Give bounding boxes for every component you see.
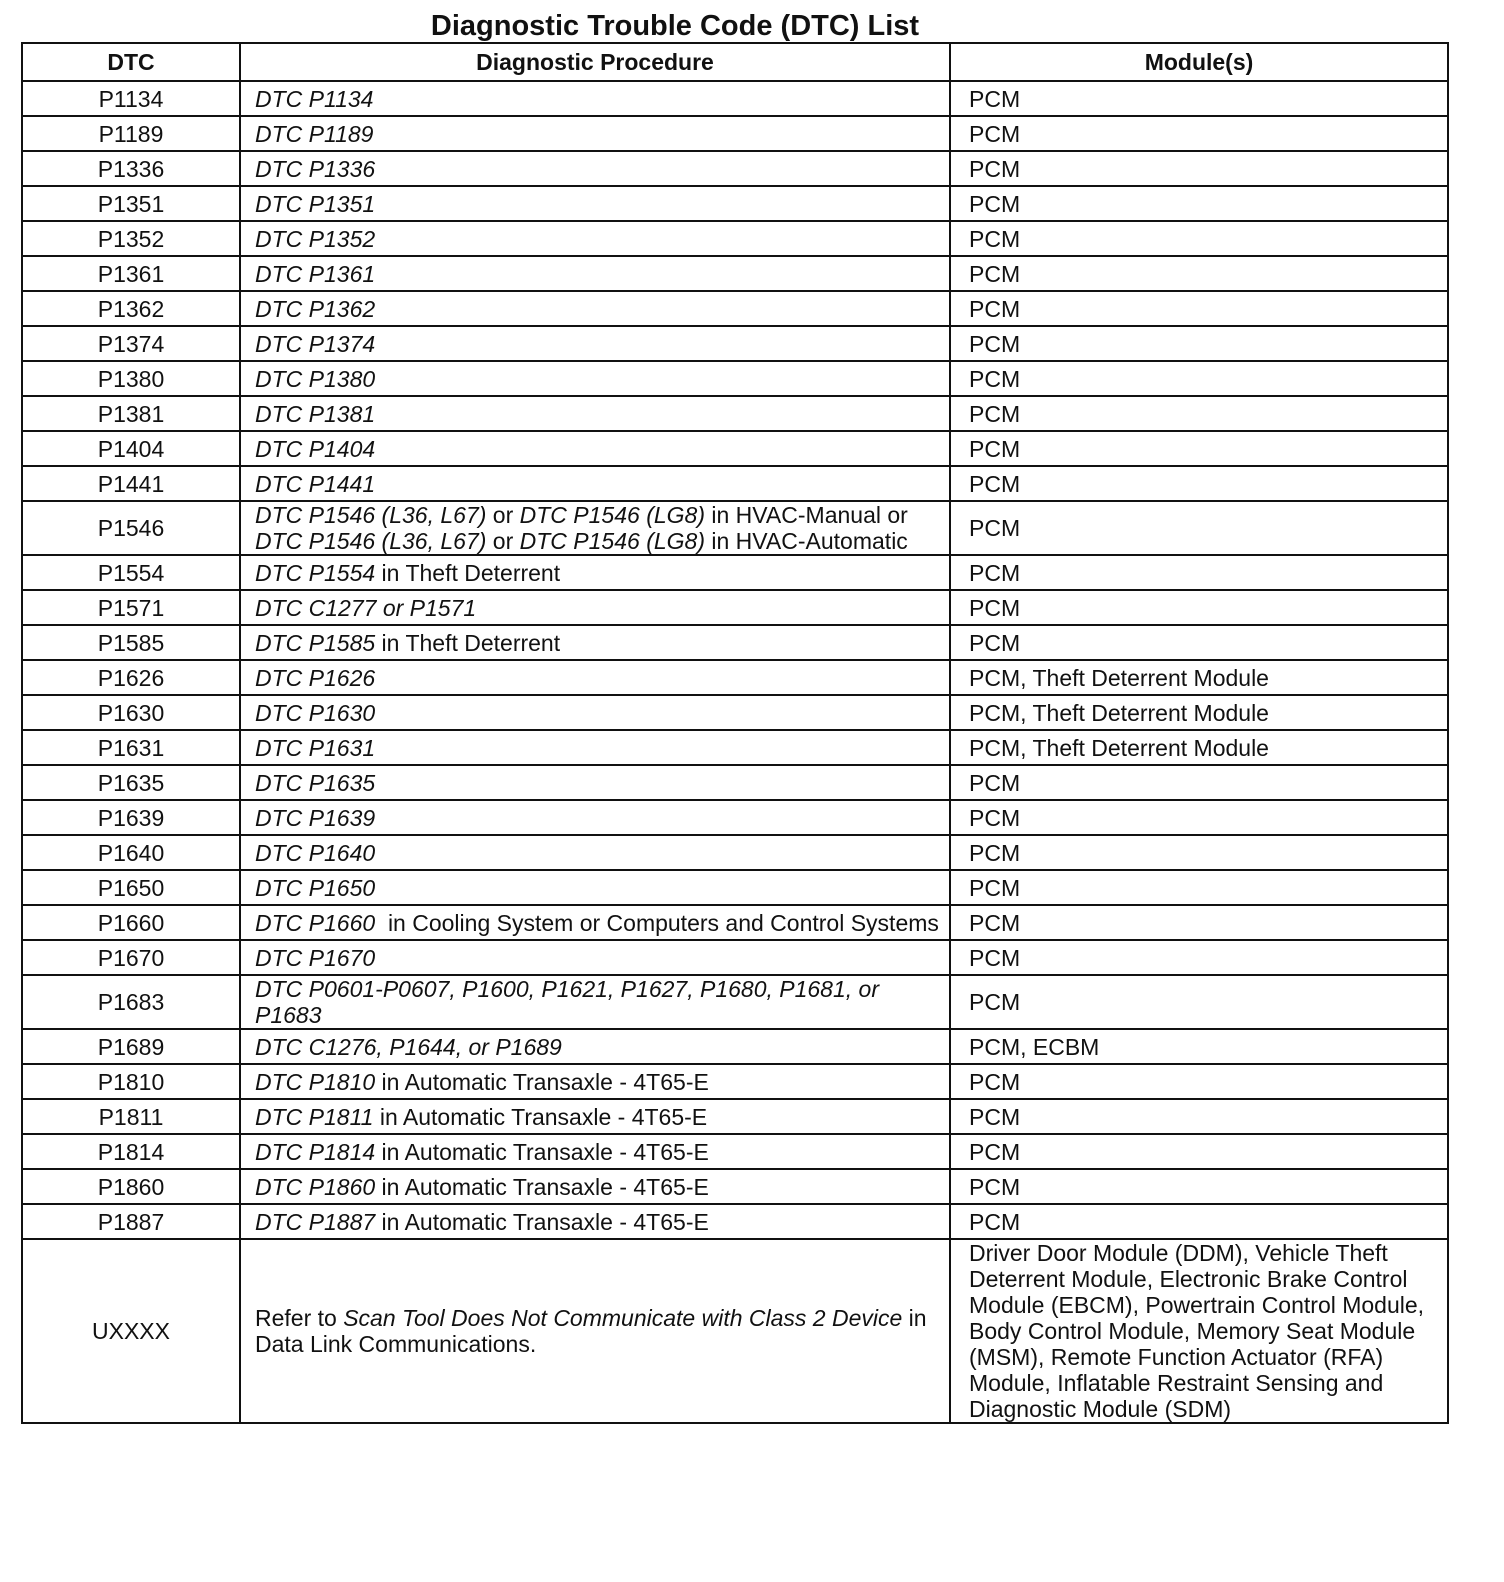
procedure-reference: DTC P1640 [255, 839, 376, 866]
procedure-text: or [486, 528, 520, 554]
procedure-reference: DTC P1554 [255, 559, 376, 586]
table-row [22, 501, 1448, 555]
table-row [22, 1239, 1448, 1423]
procedure-reference: DTC P1361 [255, 260, 376, 287]
modules: PCM [950, 151, 1448, 186]
table-row [22, 905, 1448, 940]
procedure-reference: DTC P1546 (L36, L67) [255, 502, 487, 528]
table-row [22, 466, 1448, 501]
modules: Driver Door Module (DDM), Vehicle Theft Deterrent Module, Electronic Brake Control Module (EBCM), Powertrain Control Module, Body Control Module, Memory Seat Module (MSM), Remote Function Actuator (RFA) Module, Inflatable Restraint Sensing and Diagnostic Module (SDM) [950, 1239, 1448, 1423]
procedure-reference: DTC P1362 [255, 295, 376, 322]
procedure-text: in Automatic Transaxle - 4T65-E [373, 1103, 708, 1130]
dtc-code: P1810 [22, 1064, 240, 1099]
diagnostic-procedure [240, 221, 950, 256]
procedure-reference: DTC C1276, P1644, or P1689 [255, 1033, 562, 1060]
diagnostic-procedure [240, 590, 950, 625]
dtc-code: P1639 [22, 800, 240, 835]
dtc-code: P1134 [22, 81, 240, 116]
procedure-reference: DTC P0601-P0607, P1600, P1621, P1627, P1680, P1681, or P1683 [255, 976, 879, 1028]
diagnostic-procedure [240, 765, 950, 800]
diagnostic-procedure [240, 1099, 950, 1134]
table-row [22, 870, 1448, 905]
procedure-reference: DTC P1441 [255, 470, 376, 497]
procedure-text: in HVAC-Automatic [705, 528, 908, 554]
procedure-reference: DTC P1381 [255, 400, 376, 427]
diagnostic-procedure [240, 291, 950, 326]
table-row [22, 431, 1448, 466]
diagnostic-procedure [240, 81, 950, 116]
modules: PCM [950, 835, 1448, 870]
diagnostic-procedure [240, 256, 950, 291]
dtc-code: P1546 [22, 501, 240, 555]
diagnostic-procedure [240, 730, 950, 765]
table-row [22, 1134, 1448, 1169]
table-row [22, 1029, 1448, 1064]
procedure-reference: DTC P1352 [255, 225, 376, 252]
procedure-reference: DTC P1670 [255, 944, 376, 971]
diagnostic-procedure [240, 431, 950, 466]
procedure-text: in Automatic Transaxle - 4T65-E [375, 1208, 709, 1235]
procedure-reference: DTC P1546 (LG8) [519, 502, 705, 528]
procedure-reference: DTC P1336 [255, 155, 376, 182]
dtc-code: P1441 [22, 466, 240, 501]
dtc-code: P1362 [22, 291, 240, 326]
procedure-reference: DTC P1626 [255, 664, 376, 691]
modules: PCM [950, 326, 1448, 361]
dtc-code: P1635 [22, 765, 240, 800]
modules: PCM, Theft Deterrent Module [950, 695, 1448, 730]
page-title: Diagnostic Trouble Code (DTC) List [430, 10, 920, 42]
modules: PCM, ECBM [950, 1029, 1448, 1064]
diagnostic-procedure [240, 835, 950, 870]
modules: PCM [950, 940, 1448, 975]
dtc-code: P1571 [22, 590, 240, 625]
table-row [22, 291, 1448, 326]
procedure-reference: DTC C1277 or P1571 [255, 594, 477, 621]
dtc-code: P1631 [22, 730, 240, 765]
dtc-code: P1811 [22, 1099, 240, 1134]
modules: PCM [950, 870, 1448, 905]
procedure-reference: Scan Tool Does Not Communicate with Class 2 Device [343, 1305, 903, 1331]
diagnostic-procedure [240, 695, 950, 730]
table-row [22, 835, 1448, 870]
modules: PCM [950, 501, 1448, 555]
dtc-code: P1404 [22, 431, 240, 466]
procedure-reference: DTC P1546 (L36, L67) [255, 528, 487, 554]
procedure-reference: DTC P1351 [255, 190, 376, 217]
procedure-reference: DTC P1631 [255, 734, 376, 761]
procedure-reference: DTC P1635 [255, 769, 376, 796]
procedure-reference: DTC P1189 [255, 120, 374, 147]
table-row [22, 1064, 1448, 1099]
modules: PCM [950, 1134, 1448, 1169]
diagnostic-procedure [240, 396, 950, 431]
dtc-code: P1660 [22, 905, 240, 940]
table-row [22, 555, 1448, 590]
modules: PCM [950, 590, 1448, 625]
diagnostic-procedure [240, 625, 950, 660]
modules: PCM [950, 361, 1448, 396]
modules: PCM [950, 1064, 1448, 1099]
procedure-text: in Automatic Transaxle - 4T65-E [375, 1068, 709, 1095]
procedure-reference: DTC P1630 [255, 699, 376, 726]
table-row [22, 1099, 1448, 1134]
diagnostic-procedure [240, 116, 950, 151]
dtc-code: P1554 [22, 555, 240, 590]
diagnostic-procedure [240, 1064, 950, 1099]
dtc-code: P1380 [22, 361, 240, 396]
diagnostic-procedure [240, 1204, 950, 1239]
diagnostic-procedure [240, 361, 950, 396]
table-row [22, 975, 1448, 1029]
diagnostic-procedure [240, 326, 950, 361]
procedure-reference: DTC P1404 [255, 435, 376, 462]
modules: PCM [950, 116, 1448, 151]
modules: PCM [950, 186, 1448, 221]
diagnostic-procedure [240, 975, 950, 1029]
modules: PCM [950, 1169, 1448, 1204]
modules: PCM, Theft Deterrent Module [950, 660, 1448, 695]
table-row [22, 1204, 1448, 1239]
dtc-code: P1814 [22, 1134, 240, 1169]
dtc-code: P1887 [22, 1204, 240, 1239]
procedure-reference: DTC P1380 [255, 365, 376, 392]
table-row [22, 1169, 1448, 1204]
modules: PCM, Theft Deterrent Module [950, 730, 1448, 765]
table-row [22, 186, 1448, 221]
procedure-reference: DTC P1660 [255, 909, 376, 936]
header-procedure: Diagnostic Procedure [240, 43, 950, 81]
diagnostic-procedure [240, 905, 950, 940]
diagnostic-procedure [240, 870, 950, 905]
modules: PCM [950, 221, 1448, 256]
diagnostic-procedure [240, 1029, 950, 1064]
diagnostic-procedure [240, 1134, 950, 1169]
modules: PCM [950, 396, 1448, 431]
procedure-reference: DTC P1639 [255, 804, 376, 831]
procedure-reference: DTC P1374 [255, 330, 376, 357]
diagnostic-procedure [240, 466, 950, 501]
modules: PCM [950, 431, 1448, 466]
procedure-text: in Cooling System or Computers and Control Systems [375, 909, 939, 936]
procedure-reference: DTC P1810 [255, 1068, 376, 1095]
dtc-code: P1683 [22, 975, 240, 1029]
procedure-text: in HVAC-Manual or [705, 502, 908, 528]
table-row [22, 800, 1448, 835]
modules: PCM [950, 81, 1448, 116]
table-row [22, 660, 1448, 695]
modules: PCM [950, 625, 1448, 660]
dtc-code: P1585 [22, 625, 240, 660]
dtc-code: P1670 [22, 940, 240, 975]
modules: PCM [950, 291, 1448, 326]
diagnostic-procedure [240, 660, 950, 695]
procedure-text: in Theft Deterrent [375, 629, 561, 656]
table-row [22, 625, 1448, 660]
table-row [22, 590, 1448, 625]
procedure-reference: DTC P1860 [255, 1173, 376, 1200]
table-row [22, 396, 1448, 431]
procedure-reference: DTC P1887 [255, 1208, 376, 1235]
modules: PCM [950, 555, 1448, 590]
procedure-reference: DTC P1814 [255, 1138, 376, 1165]
dtc-code: P1860 [22, 1169, 240, 1204]
modules: PCM [950, 256, 1448, 291]
procedure-text: or [486, 502, 520, 528]
dtc-code: P1361 [22, 256, 240, 291]
table-row [22, 81, 1448, 116]
procedure-reference: DTC P1811 [255, 1103, 374, 1130]
header-dtc: DTC [22, 43, 240, 81]
procedure-reference: DTC P1585 [255, 629, 376, 656]
table-row [22, 256, 1448, 291]
procedure-reference: DTC P1650 [255, 874, 376, 901]
diagnostic-procedure [240, 501, 950, 555]
table-row [22, 221, 1448, 256]
dtc-code: P1352 [22, 221, 240, 256]
diagnostic-procedure [240, 940, 950, 975]
table-row [22, 695, 1448, 730]
diagnostic-procedure [240, 800, 950, 835]
modules: PCM [950, 905, 1448, 940]
procedure-text: in Theft Deterrent [375, 559, 561, 586]
procedure-text: Refer to [255, 1305, 344, 1331]
procedure-text: in Automatic Transaxle - 4T65-E [375, 1138, 709, 1165]
diagnostic-procedure [240, 151, 950, 186]
modules: PCM [950, 1099, 1448, 1134]
modules: PCM [950, 1204, 1448, 1239]
dtc-code: P1689 [22, 1029, 240, 1064]
dtc-code: P1640 [22, 835, 240, 870]
modules: PCM [950, 975, 1448, 1029]
dtc-code: UXXXX [22, 1239, 240, 1423]
modules: PCM [950, 765, 1448, 800]
dtc-code: P1626 [22, 660, 240, 695]
dtc-code: P1650 [22, 870, 240, 905]
table-row [22, 116, 1448, 151]
procedure-text: in Automatic Transaxle - 4T65-E [375, 1173, 709, 1200]
procedure-text: in Data Link Communications. [255, 1305, 927, 1357]
table-row [22, 151, 1448, 186]
header-modules: Module(s) [950, 43, 1448, 81]
table-row [22, 765, 1448, 800]
table-row [22, 730, 1448, 765]
diagnostic-procedure [240, 1239, 950, 1423]
diagnostic-procedure [240, 555, 950, 590]
table-row [22, 326, 1448, 361]
dtc-code: P1381 [22, 396, 240, 431]
diagnostic-procedure [240, 186, 950, 221]
header-row [22, 43, 1448, 81]
procedure-reference: DTC P1134 [255, 85, 374, 112]
modules: PCM [950, 800, 1448, 835]
table-row [22, 361, 1448, 396]
dtc-table [21, 42, 1449, 1424]
modules: PCM [950, 466, 1448, 501]
diagnostic-procedure [240, 1169, 950, 1204]
table-row [22, 940, 1448, 975]
dtc-code: P1351 [22, 186, 240, 221]
dtc-code: P1336 [22, 151, 240, 186]
dtc-code: P1374 [22, 326, 240, 361]
procedure-reference: DTC P1546 (LG8) [519, 528, 705, 554]
dtc-code: P1189 [22, 116, 240, 151]
dtc-code: P1630 [22, 695, 240, 730]
